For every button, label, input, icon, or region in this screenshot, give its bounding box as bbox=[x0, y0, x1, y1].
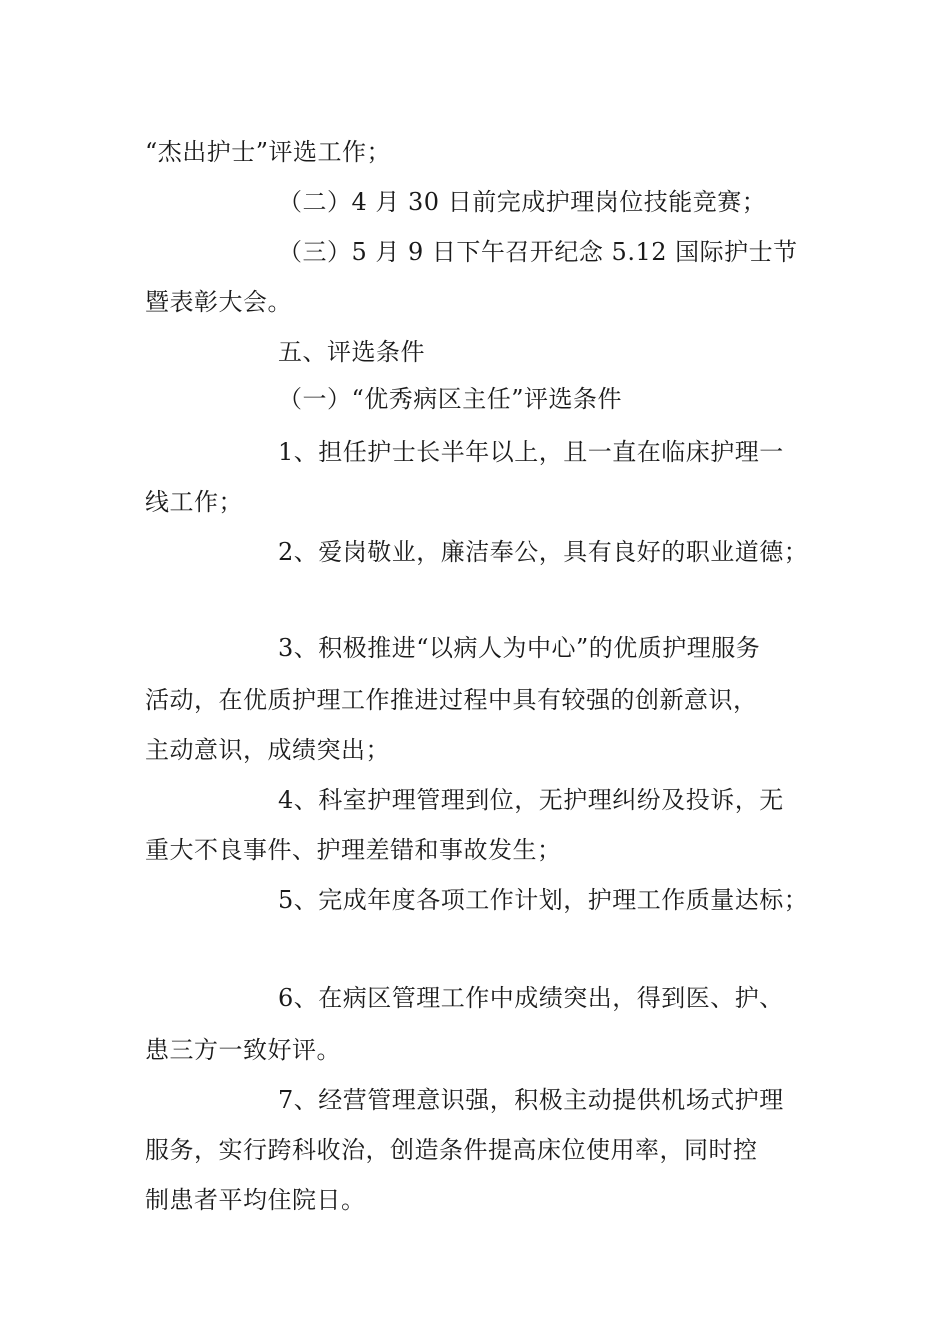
text-line: 主动意识，成绩突出； bbox=[145, 736, 390, 764]
text-line: 7、经营管理意识强，积极主动提供机场式护理 bbox=[278, 1086, 784, 1114]
text-line: 活动，在优质护理工作推进过程中具有较强的创新意识， bbox=[145, 686, 758, 714]
text-line: 3、积极推进“以病人为中心”的优质护理服务 bbox=[278, 634, 761, 662]
text-line: 制患者平均住院日。 bbox=[145, 1186, 366, 1214]
text-line: （二）4 月 30 日前完成护理岗位技能竞赛； bbox=[278, 188, 767, 216]
text-line: 6、在病区管理工作中成绩突出，得到医、护、 bbox=[278, 984, 784, 1012]
text-line: 2、爱岗敬业，廉洁奉公，具有良好的职业道德； bbox=[278, 538, 809, 566]
text-line: 重大不良事件、护理差错和事故发生； bbox=[145, 836, 562, 864]
section-heading: 五、评选条件 bbox=[278, 338, 425, 366]
text-line: 暨表彰大会。 bbox=[145, 288, 292, 316]
text-line: 患三方一致好评。 bbox=[145, 1036, 341, 1064]
text-line: 服务，实行跨科收治，创造条件提高床位使用率，同时控 bbox=[145, 1136, 758, 1164]
text-line: （三）5 月 9 日下午召开纪念 5.12 国际护士节 bbox=[278, 238, 798, 266]
text-line: 线工作； bbox=[145, 488, 243, 516]
subsection-heading: （一）“优秀病区主任”评选条件 bbox=[278, 385, 623, 413]
text-line: “杰出护士”评选工作； bbox=[145, 138, 392, 166]
text-line: 4、科室护理管理到位，无护理纠纷及投诉，无 bbox=[278, 786, 784, 814]
text-line: 1、担任护士长半年以上，且一直在临床护理一 bbox=[278, 438, 784, 466]
text-line: 5、完成年度各项工作计划，护理工作质量达标； bbox=[278, 886, 809, 914]
